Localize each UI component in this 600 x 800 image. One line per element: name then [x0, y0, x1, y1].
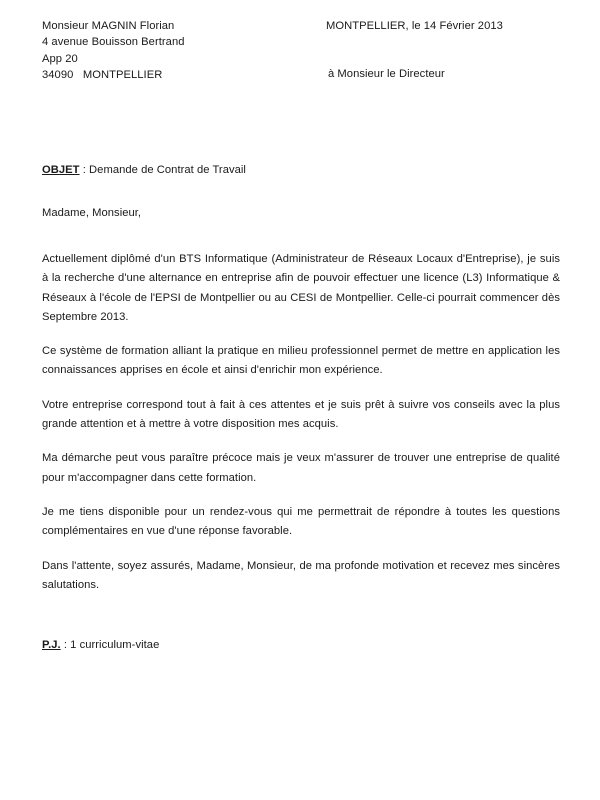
letter-body: [42, 250, 560, 595]
enclosure-label: P.J.: [42, 639, 61, 652]
subject-text: Demande de Contrat de Travail: [89, 164, 246, 176]
sender-address-block: [42, 18, 332, 84]
body-paragraph: Actuellement diplômé d'un BTS Informatique (Administrateur de Réseaux Locaux d'Entreprise), je suis à la recherche d'une alternance en entreprise afin de pouvoir effectuer une licence (L3) Informatique & Réseaux à l'école de l'EPSI de Montpellier ou au CESI de Montpellier. Celle-ci pourrait commencer dès Septembre 2013.: [42, 253, 560, 323]
body-paragraph: Ma démarche peut vous paraître précoce mais je veux m'assurer de trouver une entreprise de qualité pour m'accompagner dans cette formation.: [42, 452, 560, 484]
sender-name: Monsieur MAGNIN Florian: [42, 20, 175, 32]
letter-header: [42, 18, 560, 96]
recipient-addressee: à Monsieur le Directeur: [328, 68, 445, 81]
sender-city-postal: 34090 MONTPELLIER: [42, 69, 163, 82]
body-paragraph: Je me tiens disponible pour un rendez-vous qui me permettrait de répondre à toutes les questions complémentaires en vue d'une réponse favorable.: [42, 505, 560, 538]
sender-apartment: App 20: [42, 52, 78, 65]
salutation: Madame, Monsieur,: [42, 207, 142, 219]
subject-separator: :: [79, 164, 90, 176]
enclosure-text: 1 curriculum-vitae: [70, 639, 160, 652]
subject-label: OBJET: [42, 164, 80, 176]
body-paragraph: Ce système de formation alliant la pratique en milieu professionnel permet de mettre en application les connaissances apprises en école et ainsi d'enrichir mon expérience.: [42, 345, 560, 377]
enclosure-separator: :: [60, 639, 71, 652]
body-paragraph: Votre entreprise correspond tout à fait à ces attentes et je suis prêt à suivre vos conseils avec la plus grande attention et à mettre à votre disposition mes acquis.: [42, 398, 560, 431]
subject-line: [42, 162, 560, 179]
enclosure-line: [42, 637, 560, 654]
place-and-date: MONTPELLIER, le 14 Février 2013: [326, 20, 503, 32]
letter-content: [42, 18, 560, 654]
body-paragraph: Dans l'attente, soyez assurés, Madame, Monsieur, de ma profonde motivation et recevez mes sincères salutations.: [42, 559, 560, 591]
recipient-block: [326, 18, 566, 83]
sender-street: 4 avenue Bouisson Bertrand: [42, 36, 185, 49]
